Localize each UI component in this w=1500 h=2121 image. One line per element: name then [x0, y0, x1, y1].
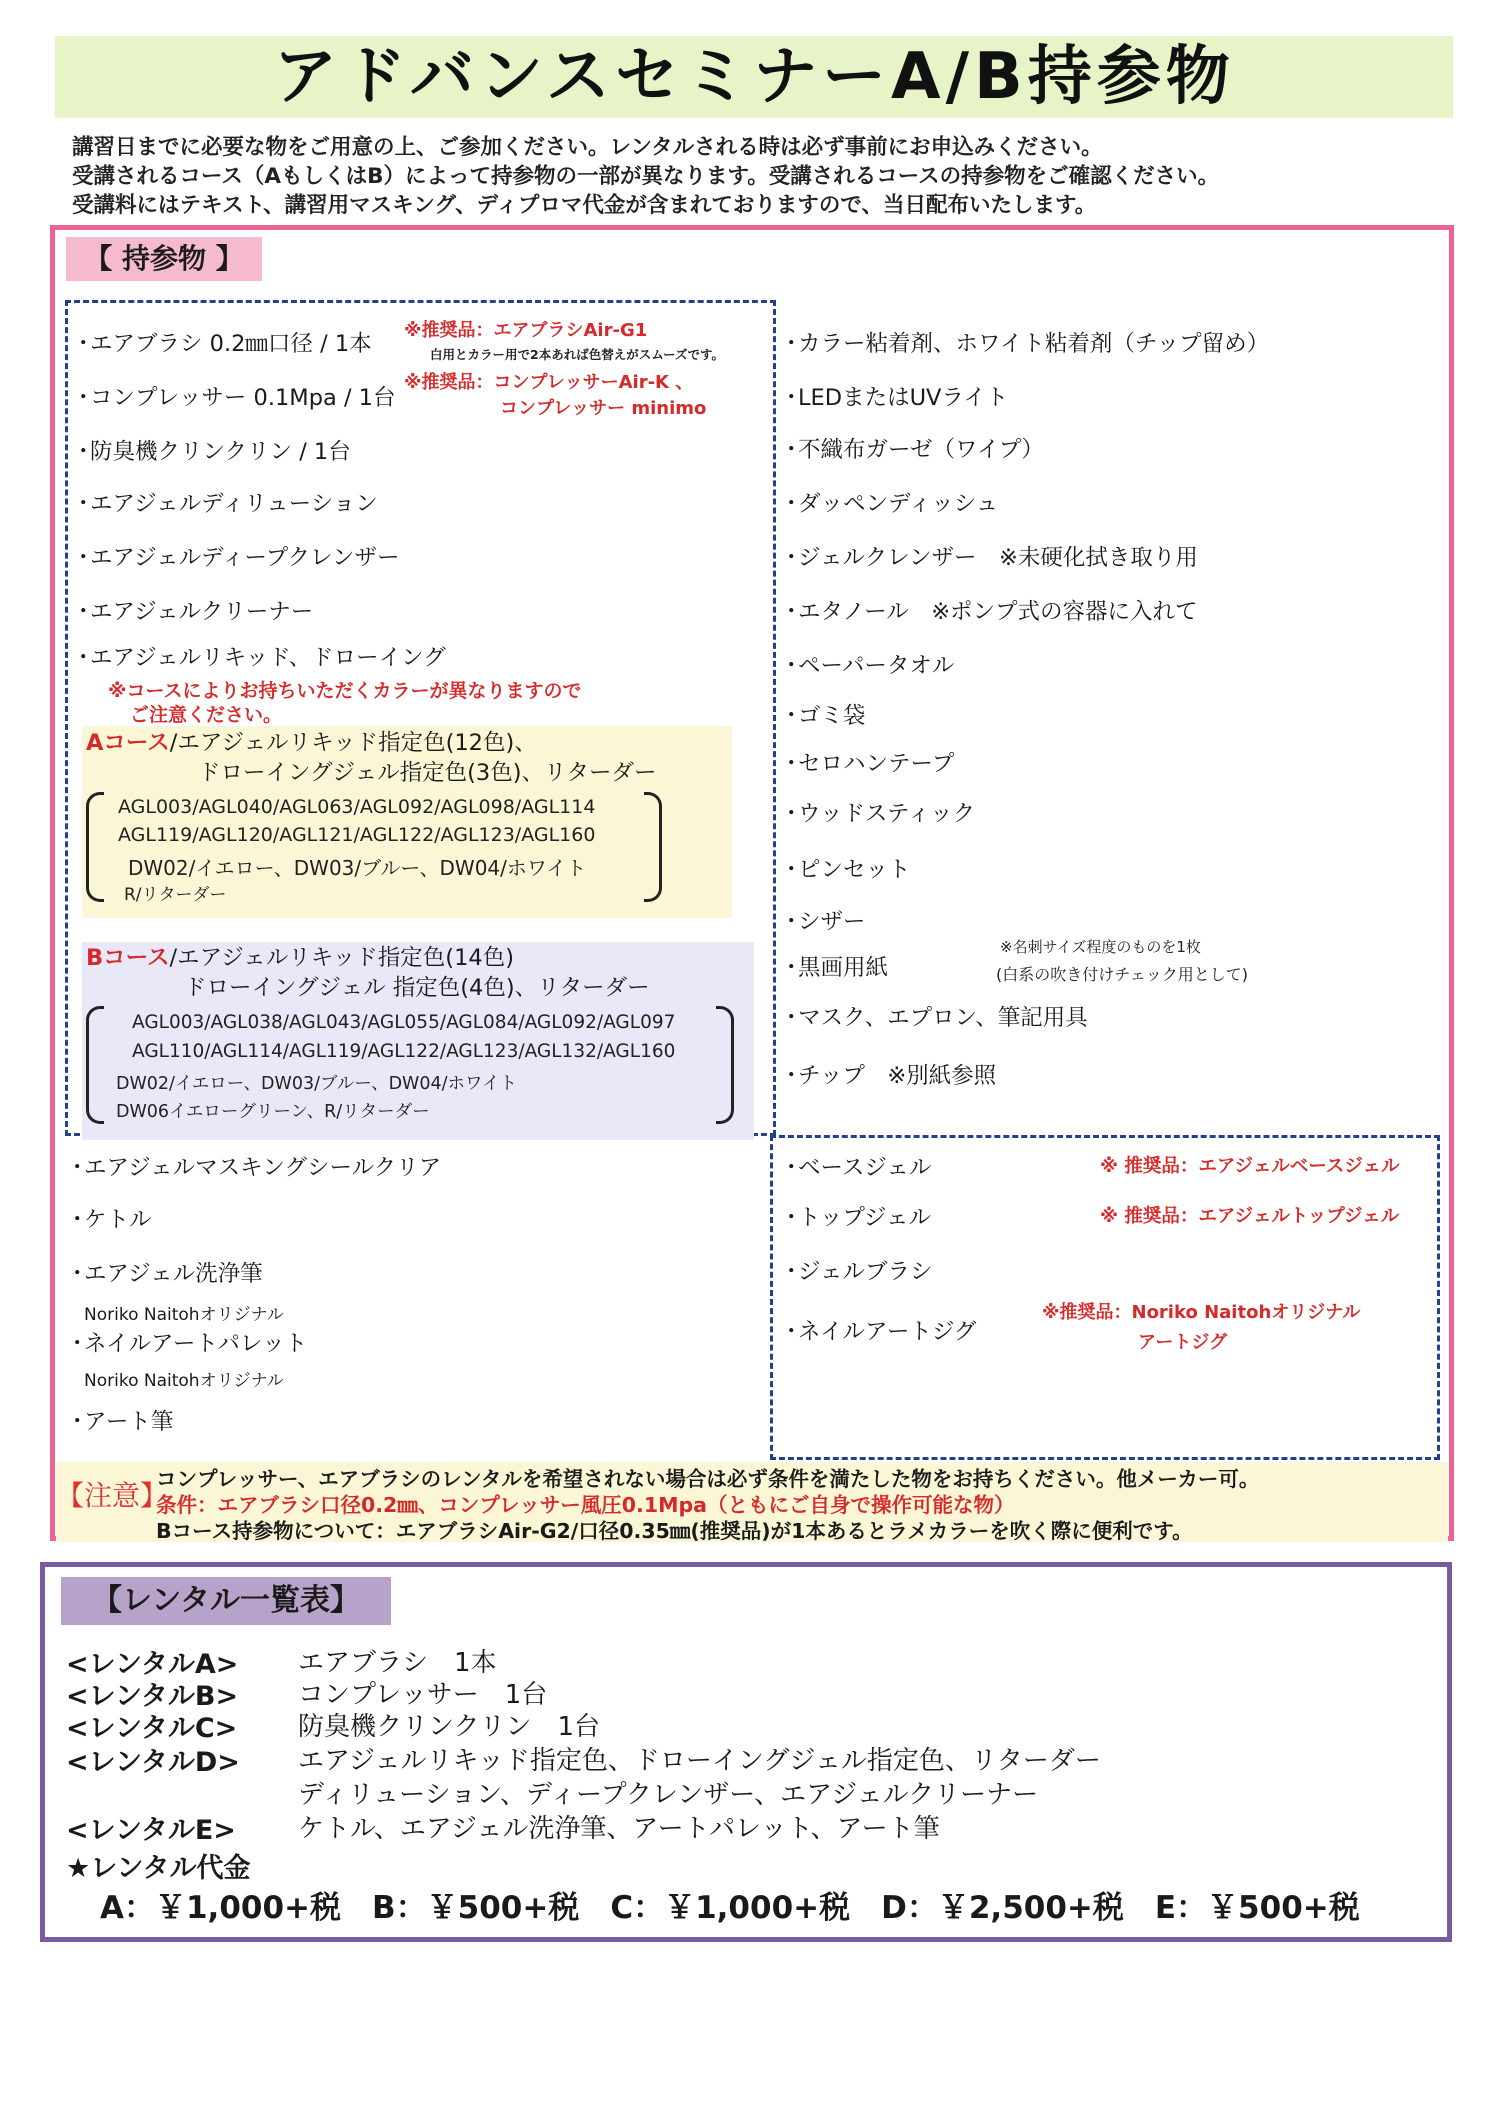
item-wood-stick: ・ウッドスティック: [780, 801, 976, 827]
item-black-paper: ・黒画用紙: [780, 955, 889, 981]
course-a-bracket-right: [644, 792, 662, 902]
course-a-line2: ドローイングジェル指定色(3色)、リターダー: [198, 760, 657, 786]
caution-label: 【注意】: [56, 1479, 169, 1512]
rental-b-label: <レンタルB>: [66, 1681, 239, 1712]
rental-fees: A：￥1,000+税 B：￥500+税 C：￥1,000+税 D：￥2,500+税 E：￥500+税: [100, 1890, 1360, 1926]
rec-top-gel: ※ 推奨品：エアジェルトップジェル: [1100, 1206, 1400, 1227]
item-cleaner: ・エアジェルクリーナー: [72, 599, 314, 625]
item-gauze: ・不織布ガーゼ（ワイプ）: [780, 437, 1044, 463]
item-led-uv-light: ・LEDまたはUVライト: [780, 385, 1009, 411]
rec-base-gel: ※ 推奨品：エアジェルベースジェル: [1100, 1156, 1400, 1177]
color-note-1: ※コースによりお持ちいただくカラーが異なりますので: [108, 680, 582, 702]
rec-airbrush-note: 白用とカラー用で2本あれば色替えがスムーズです。: [430, 347, 724, 362]
rental-heading: 【レンタル一覧表】: [61, 1577, 391, 1625]
item-ethanol: ・エタノール ※ポンプ式の容器に入れて: [780, 599, 1198, 625]
rental-d-value-1: エアジェルリキッド指定色、ドローイングジェル指定色、リターダー: [298, 1746, 1101, 1776]
item-dappen-dish: ・ダッペンディッシュ: [780, 491, 999, 517]
course-b-codes-2: AGL110/AGL114/AGL119/AGL122/AGL123/AGL132/AGL160: [132, 1041, 676, 1062]
rental-a-label: <レンタルA>: [66, 1649, 239, 1680]
intro-line-2: 受講されるコース（AもしくはB）によって持参物の一部が異なります。受講されるコースの持参物をご確認ください。: [72, 164, 1220, 189]
item-nail-art-palette: ・ネイルアートパレット: [66, 1331, 308, 1357]
item-airbrush: ・エアブラシ 0.2㎜口径 / 1本: [72, 331, 372, 357]
course-b-codes-1: AGL003/AGL038/AGL043/AGL055/AGL084/AGL092/AGL097: [132, 1012, 676, 1033]
rec-airbrush: ※推奨品：エアブラシAir-G1: [404, 320, 648, 341]
item-art-brush: ・アート筆: [66, 1409, 174, 1435]
item-compressor: ・コンプレッサー 0.1Mpa / 1台: [72, 385, 396, 411]
rental-e-label: <レンタルE>: [66, 1815, 236, 1846]
rental-c-label: <レンタルC>: [66, 1713, 238, 1744]
item-paper-towel: ・ペーパータオル: [780, 653, 955, 679]
rental-c-value: 防臭機クリンクリン 1台: [298, 1712, 601, 1742]
noriko-original-1: Noriko Naitohオリジナル: [84, 1305, 284, 1325]
item-mask-apron: ・マスク、エプロン、筆記用具: [780, 1005, 1088, 1031]
course-a-codes-1: AGL003/AGL040/AGL063/AGL092/AGL098/AGL114: [118, 796, 596, 818]
item-gel-cleanser: ・ジェルクレンザー ※未硬化拭き取り用: [780, 545, 1198, 571]
rental-e-value: ケトル、エアジェル洗浄筆、アートパレット、アート筆: [298, 1814, 940, 1844]
caution-line-1: コンプレッサー、エアブラシのレンタルを希望されない場合は必ず条件を満たした物をお持ちください。他メーカー可。: [156, 1467, 1260, 1491]
intro-line-1: 講習日までに必要な物をご用意の上、ご参加ください。レンタルされる時は必ず事前にお申込みください。: [72, 135, 1103, 160]
item-nail-art-jig: ・ネイルアートジグ: [780, 1319, 977, 1345]
title-banner: [55, 36, 1453, 118]
rec-compressor-2: コンプレッサー minimo: [500, 398, 707, 419]
color-note-2: ご注意ください。: [130, 704, 283, 726]
rec-compressor-1: ※推奨品：コンプレッサーAir-K 、: [404, 372, 694, 393]
mochimono-heading: 【 持参物 】: [66, 237, 262, 281]
black-paper-note-1: ※名刺サイズ程度のものを1枚: [1000, 938, 1201, 956]
rental-d-value-2: ディリューション、ディープクレンザー、エアジェルクリーナー: [298, 1780, 1039, 1810]
rec-jig-2: アートジグ: [1138, 1332, 1228, 1353]
item-scissors: ・シザー: [780, 909, 866, 935]
page-title: アドバンスセミナーA/B持参物: [273, 40, 1235, 114]
item-adhesive: ・カラー粘着剤、ホワイト粘着剤（チップ留め）: [780, 331, 1270, 357]
item-liquid-drawing: ・エアジェルリキッド、ドローイング: [72, 645, 446, 671]
item-deep-cleanser: ・エアジェルディープクレンザー: [72, 545, 400, 571]
course-b-line1: Bコース/エアジェルリキッド指定色(14色): [86, 945, 514, 971]
item-base-gel: ・ベースジェル: [780, 1155, 932, 1181]
caution-line-2: 条件：エアブラシ口径0.2㎜、コンプレッサー風圧0.1Mpa（ともにご自身で操作可能な物）: [156, 1493, 1015, 1517]
course-b-bracket-right: [716, 1006, 734, 1124]
item-cleaning-brush: ・エアジェル洗浄筆: [66, 1261, 263, 1287]
course-a-codes-4: R/リターダー: [124, 885, 227, 905]
item-top-gel: ・トップジェル: [780, 1205, 931, 1231]
item-cellophane-tape: ・セロハンテープ: [780, 751, 955, 777]
rental-fee-heading: ★レンタル代金: [66, 1853, 251, 1884]
item-gel-brush: ・ジェルブラシ: [780, 1259, 933, 1285]
item-tweezers: ・ピンセット: [780, 857, 911, 883]
rental-b-value: コンプレッサー 1台: [298, 1680, 548, 1710]
rec-jig-1: ※推奨品：Noriko Naitohオリジナル: [1042, 1302, 1361, 1323]
rental-d-label: <レンタルD>: [66, 1747, 240, 1778]
caution-line-3: Bコース持参物について：エアブラシAir-G2/口径0.35㎜(推奨品)が1本あるとラメカラーを吹く際に便利です。: [156, 1519, 1193, 1543]
course-a-codes-2: AGL119/AGL120/AGL121/AGL122/AGL123/AGL160: [118, 824, 596, 846]
rental-a-value: エアブラシ 1本: [298, 1648, 497, 1678]
item-tips: ・チップ ※別紙参照: [780, 1063, 997, 1089]
noriko-original-2: Noriko Naitohオリジナル: [84, 1371, 284, 1391]
course-b-bracket-left: [86, 1006, 104, 1124]
course-a-codes-3: DW02/イエロー、DW03/ブルー、DW04/ホワイト: [128, 856, 587, 880]
item-kettle: ・ケトル: [66, 1207, 152, 1233]
item-dilution: ・エアジェルディリューション: [72, 491, 378, 517]
course-a-bracket-left: [86, 792, 104, 902]
course-b-codes-3: DW02/イエロー、DW03/ブルー、DW04/ホワイト: [116, 1074, 518, 1094]
item-deodorizer: ・防臭機クリンクリン / 1台: [72, 439, 351, 465]
intro-line-3: 受講料にはテキスト、講習用マスキング、ディプロマ代金が含まれておりますので、当日配布いたします。: [72, 193, 1097, 218]
course-b-codes-4: DW06イエローグリーン、R/リターダー: [116, 1102, 430, 1122]
black-paper-note-2: (白系の吹き付けチェック用として): [996, 965, 1249, 984]
course-b-line2: ドローイングジェル 指定色(4色)、リターダー: [184, 975, 650, 1001]
item-trash-bag: ・ゴミ袋: [780, 703, 866, 729]
item-masking-seal: ・エアジェルマスキングシールクリア: [66, 1155, 442, 1181]
course-a-line1: Aコース/エアジェルリキッド指定色(12色)、: [86, 730, 537, 756]
